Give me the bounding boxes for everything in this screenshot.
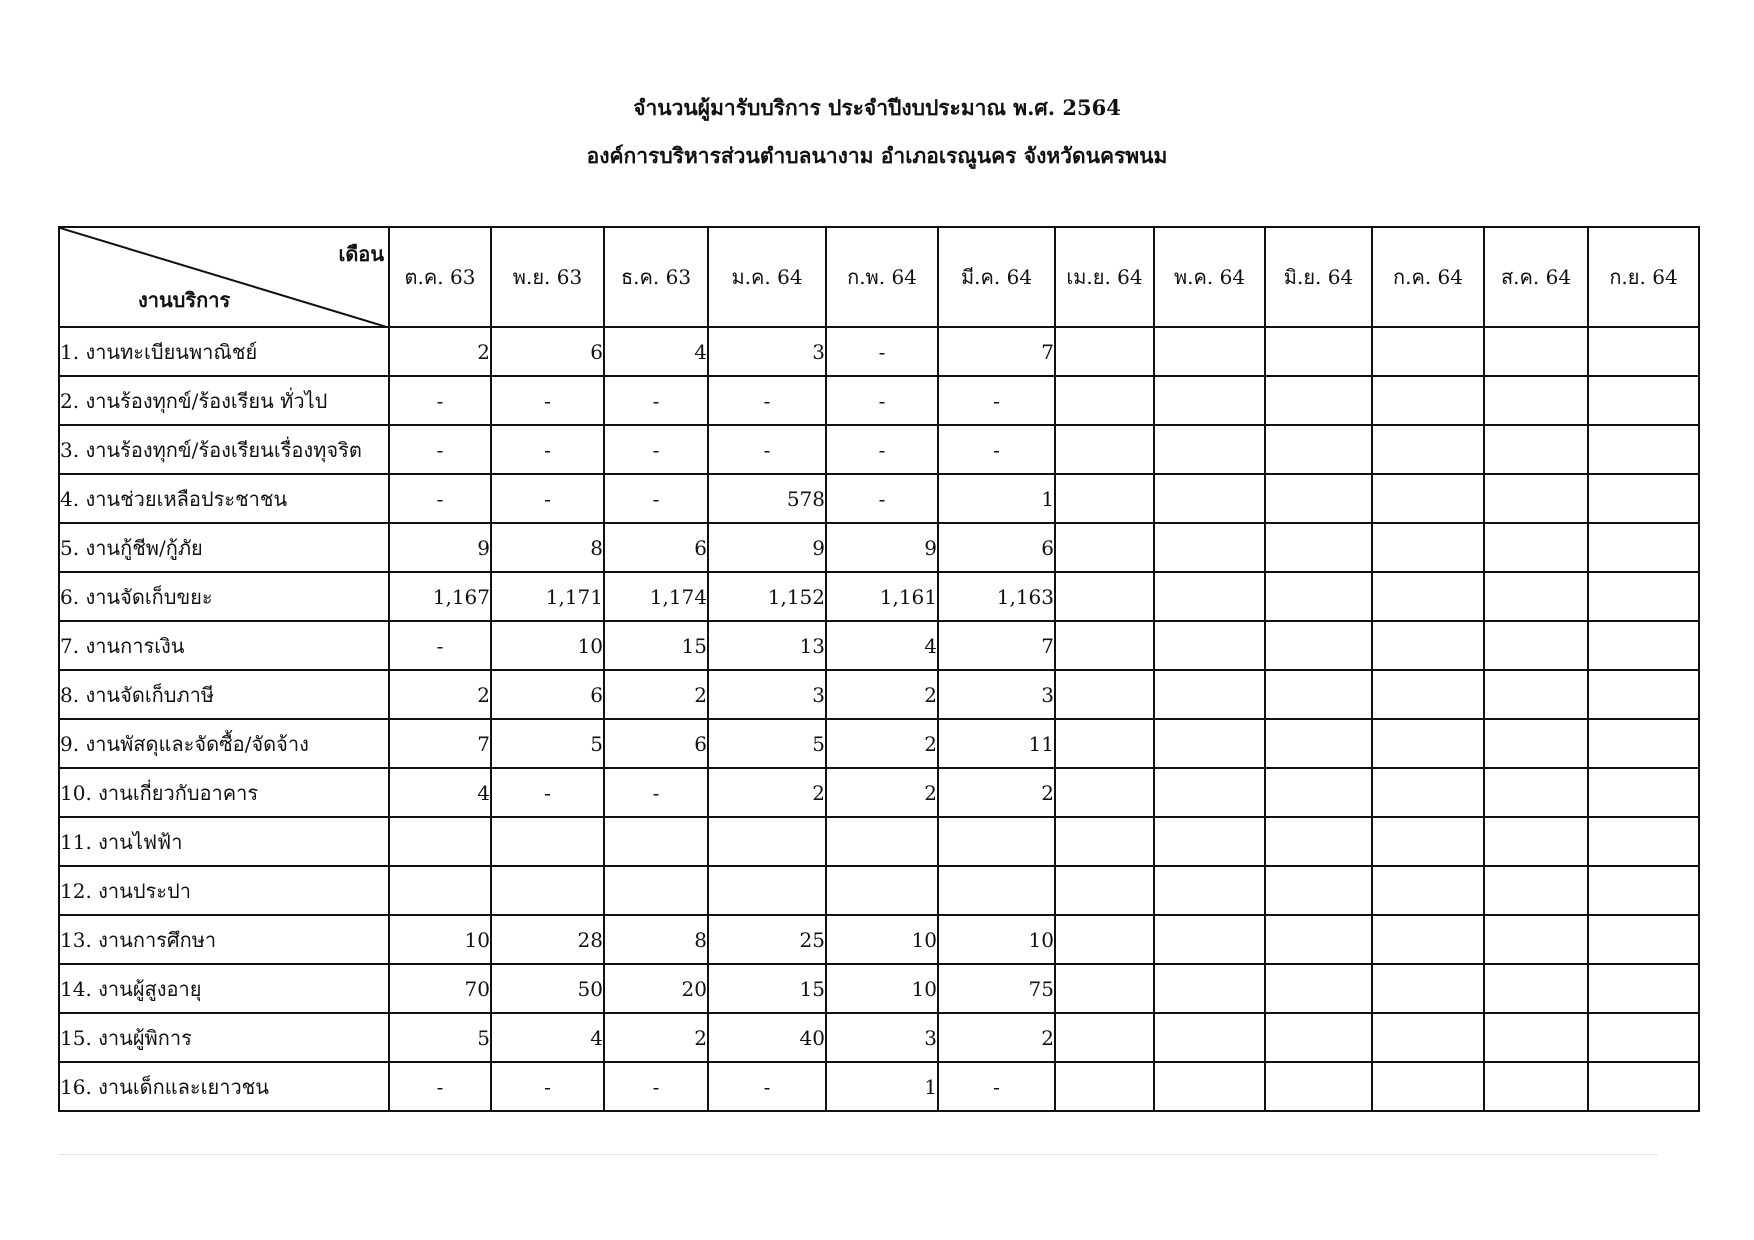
count-cell: 2 (938, 768, 1055, 817)
count-cell: - (491, 474, 604, 523)
count-cell (1588, 327, 1699, 376)
count-cell: 7 (938, 621, 1055, 670)
count-cell: 9 (826, 523, 938, 572)
count-cell: 11 (938, 719, 1055, 768)
count-cell (1372, 1013, 1484, 1062)
table-row (59, 768, 1699, 817)
table-row (59, 719, 1699, 768)
service-label: 5. งานกู้ชีพ/กู้ภัย (59, 523, 389, 572)
count-cell: 2 (826, 670, 938, 719)
table-body (59, 327, 1699, 1111)
count-cell (1154, 425, 1265, 474)
count-cell (1154, 768, 1265, 817)
count-cell (708, 866, 826, 915)
count-cell (1154, 327, 1265, 376)
count-cell (1372, 523, 1484, 572)
count-cell (1154, 964, 1265, 1013)
count-cell (1484, 964, 1588, 1013)
count-cell: - (491, 768, 604, 817)
month-header: ม.ค. 64 (708, 227, 826, 327)
service-label: 4. งานช่วยเหลือประชาชน (59, 474, 389, 523)
count-cell (1055, 915, 1154, 964)
count-cell: 1 (826, 1062, 938, 1111)
count-cell: - (389, 425, 491, 474)
organization-subtitle: องค์การบริหารส่วนตำบลนางาม อำเภอเรณูนคร จังหวัดนครพนม (586, 143, 1168, 168)
count-cell: 13 (708, 621, 826, 670)
service-label: 3. งานร้องทุกข์/ร้องเรียนเรื่องทุจริต (59, 425, 389, 474)
count-cell: 1 (938, 474, 1055, 523)
count-cell (1055, 964, 1154, 1013)
count-cell (1372, 1062, 1484, 1111)
count-cell: 2 (389, 327, 491, 376)
count-cell: 3 (708, 670, 826, 719)
count-cell: 6 (491, 327, 604, 376)
count-cell (1484, 523, 1588, 572)
count-cell: - (938, 1062, 1055, 1111)
count-cell (1265, 327, 1372, 376)
count-cell (1484, 915, 1588, 964)
count-cell: 2 (826, 719, 938, 768)
count-cell (1265, 866, 1372, 915)
count-cell (1265, 572, 1372, 621)
count-cell (1372, 915, 1484, 964)
table-row (59, 915, 1699, 964)
count-cell: 10 (826, 964, 938, 1013)
count-cell: - (389, 376, 491, 425)
count-cell: - (604, 768, 708, 817)
count-cell (1265, 425, 1372, 474)
service-label: 11. งานไฟฟ้า (59, 817, 389, 866)
count-cell (1265, 817, 1372, 866)
service-label: 2. งานร้องทุกข์/ร้องเรียน ทั่วไป (59, 376, 389, 425)
count-cell (1372, 327, 1484, 376)
count-cell (1265, 670, 1372, 719)
service-label: 15. งานผู้พิการ (59, 1013, 389, 1062)
count-cell (1055, 621, 1154, 670)
count-cell (389, 866, 491, 915)
service-label: 13. งานการศึกษา (59, 915, 389, 964)
corner-header-cell (59, 227, 389, 327)
table-row (59, 523, 1699, 572)
month-header: ธ.ค. 63 (604, 227, 708, 327)
count-cell (389, 817, 491, 866)
count-cell (1484, 376, 1588, 425)
count-cell (1154, 866, 1265, 915)
count-cell (1055, 1013, 1154, 1062)
table-row (59, 621, 1699, 670)
count-cell (1154, 915, 1265, 964)
table-row (59, 327, 1699, 376)
count-cell (1588, 719, 1699, 768)
count-cell (1265, 1062, 1372, 1111)
count-cell (1055, 523, 1154, 572)
count-cell (1154, 572, 1265, 621)
count-cell: 3 (708, 327, 826, 376)
table-row (59, 964, 1699, 1013)
count-cell: - (604, 425, 708, 474)
count-cell: 4 (389, 768, 491, 817)
count-cell (1588, 474, 1699, 523)
count-cell (1484, 817, 1588, 866)
count-cell (1484, 474, 1588, 523)
count-cell (1588, 523, 1699, 572)
count-cell (1484, 670, 1588, 719)
count-cell: - (826, 474, 938, 523)
count-cell (1484, 768, 1588, 817)
count-cell (1265, 376, 1372, 425)
report-title: จำนวนผู้มารับบริการ ประจำปีงบประมาณ พ.ศ. 2564 (633, 95, 1121, 120)
count-cell (826, 817, 938, 866)
count-cell (938, 817, 1055, 866)
service-label: 8. งานจัดเก็บภาษี (59, 670, 389, 719)
count-cell: 3 (826, 1013, 938, 1062)
count-cell (1484, 1062, 1588, 1111)
count-cell: 2 (708, 768, 826, 817)
count-cell (1588, 572, 1699, 621)
count-cell: - (708, 1062, 826, 1111)
count-cell (1588, 1062, 1699, 1111)
count-cell: 4 (826, 621, 938, 670)
count-cell: - (604, 474, 708, 523)
count-cell: 15 (708, 964, 826, 1013)
count-cell: - (708, 425, 826, 474)
count-cell (1588, 670, 1699, 719)
count-cell: 6 (604, 523, 708, 572)
count-cell: 3 (938, 670, 1055, 719)
count-cell (1055, 376, 1154, 425)
count-cell: 1,167 (389, 572, 491, 621)
count-cell (1372, 621, 1484, 670)
count-cell (491, 866, 604, 915)
count-cell: - (491, 425, 604, 474)
table-row (59, 866, 1699, 915)
count-cell (1055, 425, 1154, 474)
count-cell: 1,161 (826, 572, 938, 621)
count-cell: 20 (604, 964, 708, 1013)
table-row (59, 817, 1699, 866)
count-cell: - (826, 425, 938, 474)
count-cell (1588, 866, 1699, 915)
count-cell: 578 (708, 474, 826, 523)
count-cell: 10 (938, 915, 1055, 964)
count-cell: 70 (389, 964, 491, 1013)
count-cell: 2 (389, 670, 491, 719)
count-cell (491, 817, 604, 866)
month-header: ก.พ. 64 (826, 227, 938, 327)
month-header: ก.ค. 64 (1372, 227, 1484, 327)
count-cell (1588, 425, 1699, 474)
count-cell: 2 (938, 1013, 1055, 1062)
count-cell (1154, 474, 1265, 523)
month-header: พ.ย. 63 (491, 227, 604, 327)
table-row (59, 1013, 1699, 1062)
table-row (59, 425, 1699, 474)
month-header: มิ.ย. 64 (1265, 227, 1372, 327)
count-cell (1055, 719, 1154, 768)
count-cell (1484, 621, 1588, 670)
count-cell (1265, 1013, 1372, 1062)
count-cell: 6 (491, 670, 604, 719)
count-cell: 6 (604, 719, 708, 768)
count-cell: 28 (491, 915, 604, 964)
count-cell (1484, 425, 1588, 474)
count-cell (1372, 425, 1484, 474)
count-cell (1154, 817, 1265, 866)
count-cell: - (938, 376, 1055, 425)
month-header: ส.ค. 64 (1484, 227, 1588, 327)
count-cell (1055, 670, 1154, 719)
count-cell: 1,174 (604, 572, 708, 621)
service-axis-label: งานบริการ (138, 288, 231, 312)
month-axis-label: เดือน (338, 242, 384, 266)
table-row (59, 1062, 1699, 1111)
table-row (59, 376, 1699, 425)
count-cell: - (491, 376, 604, 425)
count-cell: 9 (389, 523, 491, 572)
count-cell (938, 866, 1055, 915)
count-cell (1154, 719, 1265, 768)
count-cell (826, 866, 938, 915)
count-cell (1055, 1062, 1154, 1111)
count-cell (1588, 376, 1699, 425)
count-cell: 10 (826, 915, 938, 964)
count-cell (1154, 376, 1265, 425)
count-cell (604, 866, 708, 915)
count-cell (1154, 670, 1265, 719)
count-cell: 10 (389, 915, 491, 964)
month-header: เม.ย. 64 (1055, 227, 1154, 327)
count-cell (1484, 327, 1588, 376)
count-cell (1154, 1013, 1265, 1062)
count-cell: - (604, 376, 708, 425)
count-cell (1154, 621, 1265, 670)
count-cell (1372, 572, 1484, 621)
count-cell (1055, 866, 1154, 915)
count-cell (1265, 523, 1372, 572)
count-cell (1588, 817, 1699, 866)
service-label: 10. งานเกี่ยวกับอาคาร (59, 768, 389, 817)
count-cell (1265, 719, 1372, 768)
count-cell: 25 (708, 915, 826, 964)
count-cell (1372, 817, 1484, 866)
count-cell: - (389, 1062, 491, 1111)
count-cell: 5 (389, 1013, 491, 1062)
table-row (59, 670, 1699, 719)
table-header-row (59, 227, 1699, 327)
count-cell: 10 (491, 621, 604, 670)
count-cell: 7 (938, 327, 1055, 376)
count-cell (1588, 1013, 1699, 1062)
count-cell: - (708, 376, 826, 425)
count-cell (604, 817, 708, 866)
count-cell: 1,171 (491, 572, 604, 621)
count-cell (1055, 768, 1154, 817)
count-cell (1055, 327, 1154, 376)
count-cell: 7 (389, 719, 491, 768)
count-cell: - (491, 1062, 604, 1111)
service-label: 14. งานผู้สูงอายุ (59, 964, 389, 1013)
count-cell: - (826, 376, 938, 425)
service-label: 9. งานพัสดุและจัดซื้อ/จัดจ้าง (59, 719, 389, 768)
count-cell (1372, 670, 1484, 719)
count-cell: - (604, 1062, 708, 1111)
count-cell (1265, 768, 1372, 817)
count-cell: 8 (604, 915, 708, 964)
count-cell (1484, 1013, 1588, 1062)
count-cell: 75 (938, 964, 1055, 1013)
table-row (59, 474, 1699, 523)
count-cell (1055, 572, 1154, 621)
count-cell (1265, 474, 1372, 523)
count-cell (1265, 964, 1372, 1013)
count-cell: - (389, 621, 491, 670)
count-cell (1484, 719, 1588, 768)
count-cell: 6 (938, 523, 1055, 572)
count-cell (1372, 964, 1484, 1013)
count-cell (1372, 768, 1484, 817)
count-cell: 5 (708, 719, 826, 768)
count-cell (1055, 474, 1154, 523)
service-label: 6. งานจัดเก็บขยะ (59, 572, 389, 621)
count-cell: 1,163 (938, 572, 1055, 621)
month-header: ก.ย. 64 (1588, 227, 1699, 327)
count-cell: 5 (491, 719, 604, 768)
count-cell: 2 (604, 1013, 708, 1062)
count-cell (1154, 1062, 1265, 1111)
count-cell (1484, 572, 1588, 621)
count-cell (1265, 621, 1372, 670)
count-cell: - (938, 425, 1055, 474)
count-cell (1588, 768, 1699, 817)
count-cell: 4 (491, 1013, 604, 1062)
month-header: ต.ค. 63 (389, 227, 491, 327)
service-count-table (58, 226, 1700, 1112)
month-header: พ.ค. 64 (1154, 227, 1265, 327)
count-cell: 8 (491, 523, 604, 572)
count-cell: 2 (604, 670, 708, 719)
table-row (59, 572, 1699, 621)
count-cell: 4 (604, 327, 708, 376)
count-cell (708, 817, 826, 866)
count-cell (1588, 915, 1699, 964)
count-cell: 2 (826, 768, 938, 817)
count-cell: 50 (491, 964, 604, 1013)
count-cell (1372, 866, 1484, 915)
count-cell (1372, 376, 1484, 425)
count-cell (1055, 817, 1154, 866)
count-cell (1484, 866, 1588, 915)
count-cell: 15 (604, 621, 708, 670)
service-label: 12. งานประปา (59, 866, 389, 915)
count-cell: 40 (708, 1013, 826, 1062)
service-label: 1. งานทะเบียนพาณิชย์ (59, 327, 389, 376)
count-cell (1588, 964, 1699, 1013)
count-cell: - (826, 327, 938, 376)
count-cell: - (389, 474, 491, 523)
page-bottom-divider (58, 1154, 1658, 1155)
count-cell (1372, 719, 1484, 768)
count-cell: 9 (708, 523, 826, 572)
count-cell (1588, 621, 1699, 670)
count-cell (1265, 915, 1372, 964)
month-header: มี.ค. 64 (938, 227, 1055, 327)
service-label: 7. งานการเงิน (59, 621, 389, 670)
count-cell (1154, 523, 1265, 572)
count-cell: 1,152 (708, 572, 826, 621)
service-label: 16. งานเด็กและเยาวชน (59, 1062, 389, 1111)
count-cell (1372, 474, 1484, 523)
